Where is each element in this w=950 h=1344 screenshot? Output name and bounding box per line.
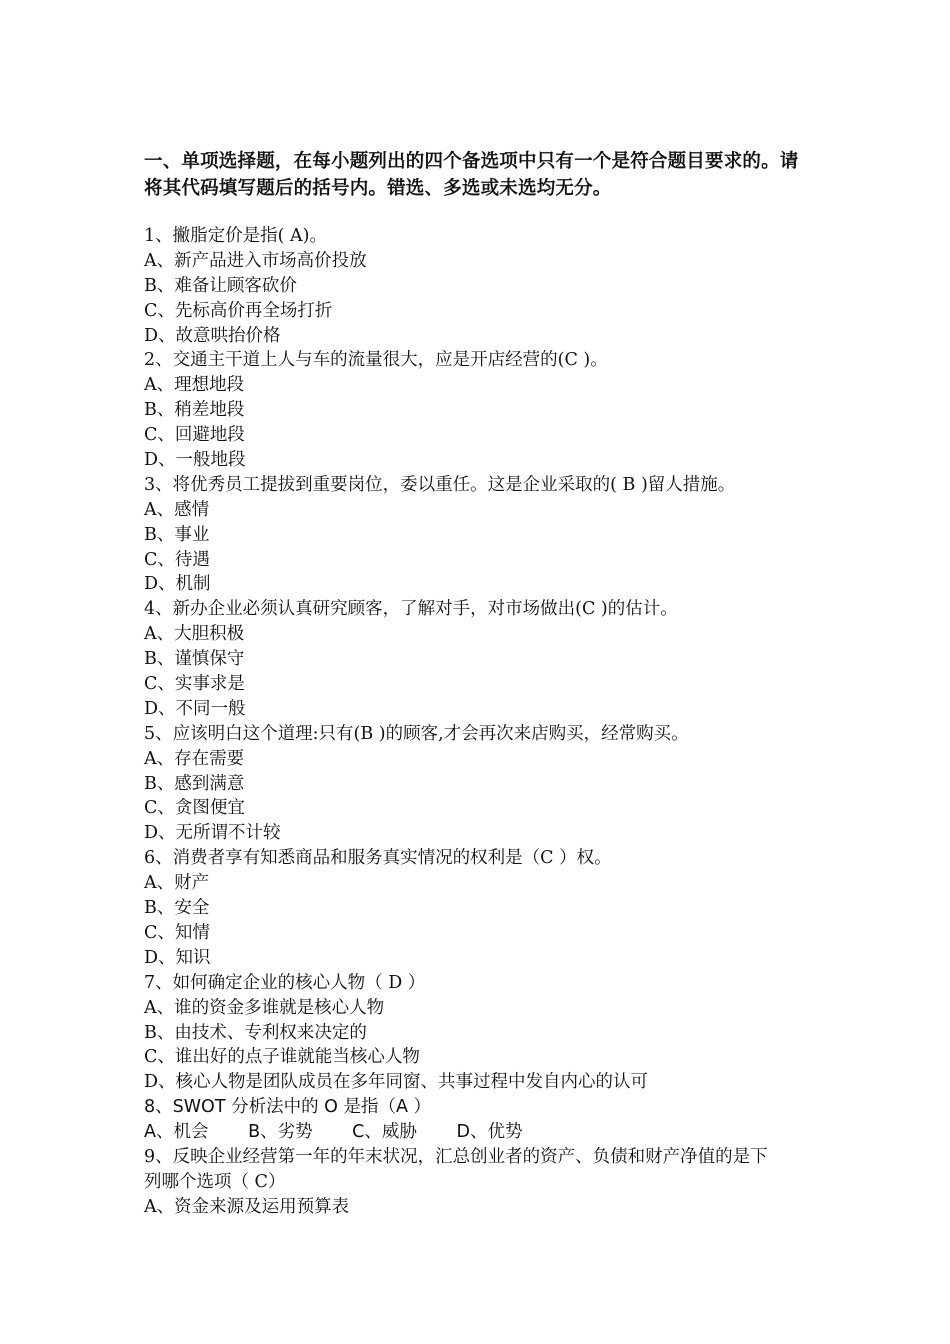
question-5-option-a: A、存在需要 bbox=[144, 748, 245, 769]
question-6-option-c: C、知情 bbox=[144, 922, 210, 943]
question-9-stem-line-1: 9、反映企业经营第一年的年末状况，汇总创业者的资产、负债和财产净值的是下 bbox=[144, 1146, 768, 1167]
question-5-option-b: B、感到满意 bbox=[144, 773, 245, 794]
question-1-option-a: A、新产品进入市场高价投放 bbox=[144, 250, 367, 271]
question-2-option-d: D、一般地段 bbox=[144, 450, 246, 471]
question-5-option-d: D、无所谓不计较 bbox=[144, 823, 281, 844]
question-3-option-c: C、待遇 bbox=[144, 549, 210, 570]
question-3-option-b: B、事业 bbox=[144, 524, 210, 545]
question-1-stem: 1、撇脂定价是指( A)。 bbox=[144, 226, 327, 246]
section-heading bbox=[144, 148, 824, 202]
section-heading-line-1: 一、单项选择题，在每小题列出的四个备选项中只有一个是符合题目要求的。请 bbox=[144, 151, 799, 172]
question-1-option-d: D、故意哄抬价格 bbox=[144, 325, 281, 346]
question-3-option-a: A、感情 bbox=[144, 499, 210, 520]
question-7-option-d: D、核心人物是团队成员在多年同窗、共事过程中发自内心的认可 bbox=[144, 1072, 649, 1093]
question-list bbox=[144, 224, 824, 1220]
question-7-stem: 7、如何确定企业的核心人物（ D ） bbox=[144, 972, 426, 993]
question-4-stem: 4、新办企业必须认真研究顾客，了解对手，对市场做出(C )的估计。 bbox=[144, 599, 678, 620]
question-3-option-d: D、机制 bbox=[144, 574, 211, 595]
question-4-option-a: A、大胆积极 bbox=[144, 624, 245, 645]
question-4-option-d: D、不同一般 bbox=[144, 698, 246, 719]
question-8-option-b: B、劣势 bbox=[248, 1122, 313, 1143]
question-8-option-a: A、机会 bbox=[144, 1122, 209, 1143]
question-9-stem-line-2: 列哪个选项（ C） bbox=[144, 1171, 286, 1192]
question-6-option-d: D、知识 bbox=[144, 947, 211, 968]
question-2-option-b: B、稍差地段 bbox=[144, 400, 245, 421]
question-6-option-b: B、安全 bbox=[144, 898, 210, 919]
question-2-option-a: A、理想地段 bbox=[144, 375, 245, 396]
question-8-stem: 8、SWOT 分析法中的 O 是指（A ） bbox=[144, 1097, 432, 1118]
question-5-stem: 5、应该明白这个道理:只有(B )的顾客,才会再次来店购买，经常购买。 bbox=[144, 723, 689, 744]
question-8-option-c: C、威胁 bbox=[352, 1122, 417, 1143]
question-2-option-c: C、回避地段 bbox=[144, 425, 245, 446]
question-6-stem: 6、消费者享有知悉商品和服务真实情况的权利是（C ）权。 bbox=[144, 848, 612, 869]
question-2-stem: 2、交通主干道上人与车的流量很大，应是开店经营的(C )。 bbox=[144, 350, 608, 371]
question-3-stem: 3、将优秀员工提拔到重要岗位，委以重任。这是企业采取的( B )留人措施。 bbox=[144, 474, 736, 495]
question-4-option-b: B、谨慎保守 bbox=[144, 649, 245, 670]
question-1-option-b: B、难备让顾客砍价 bbox=[144, 275, 297, 296]
question-7-option-a: A、谁的资金多谁就是核心人物 bbox=[144, 997, 385, 1018]
questions-1-to-7 bbox=[144, 224, 824, 1095]
question-7-option-b: B、由技术、专利权来决定的 bbox=[144, 1022, 367, 1043]
question-8-options bbox=[144, 1120, 824, 1145]
question-8-option-d: D、优势 bbox=[456, 1122, 523, 1143]
question-4-option-c: C、实事求是 bbox=[144, 674, 245, 695]
question-5-option-c: C、贪图便宜 bbox=[144, 798, 245, 819]
question-9-option-a: A、资金来源及运用预算表 bbox=[144, 1196, 350, 1217]
question-1-option-c: C、先标高价再全场打折 bbox=[144, 300, 333, 321]
question-6-option-a: A、财产 bbox=[144, 873, 210, 894]
question-7-option-c: C、谁出好的点子谁就能当核心人物 bbox=[144, 1047, 420, 1068]
section-heading-line-2: 将其代码填写题后的括号内。错选、多选或未选均无分。 bbox=[144, 178, 612, 199]
